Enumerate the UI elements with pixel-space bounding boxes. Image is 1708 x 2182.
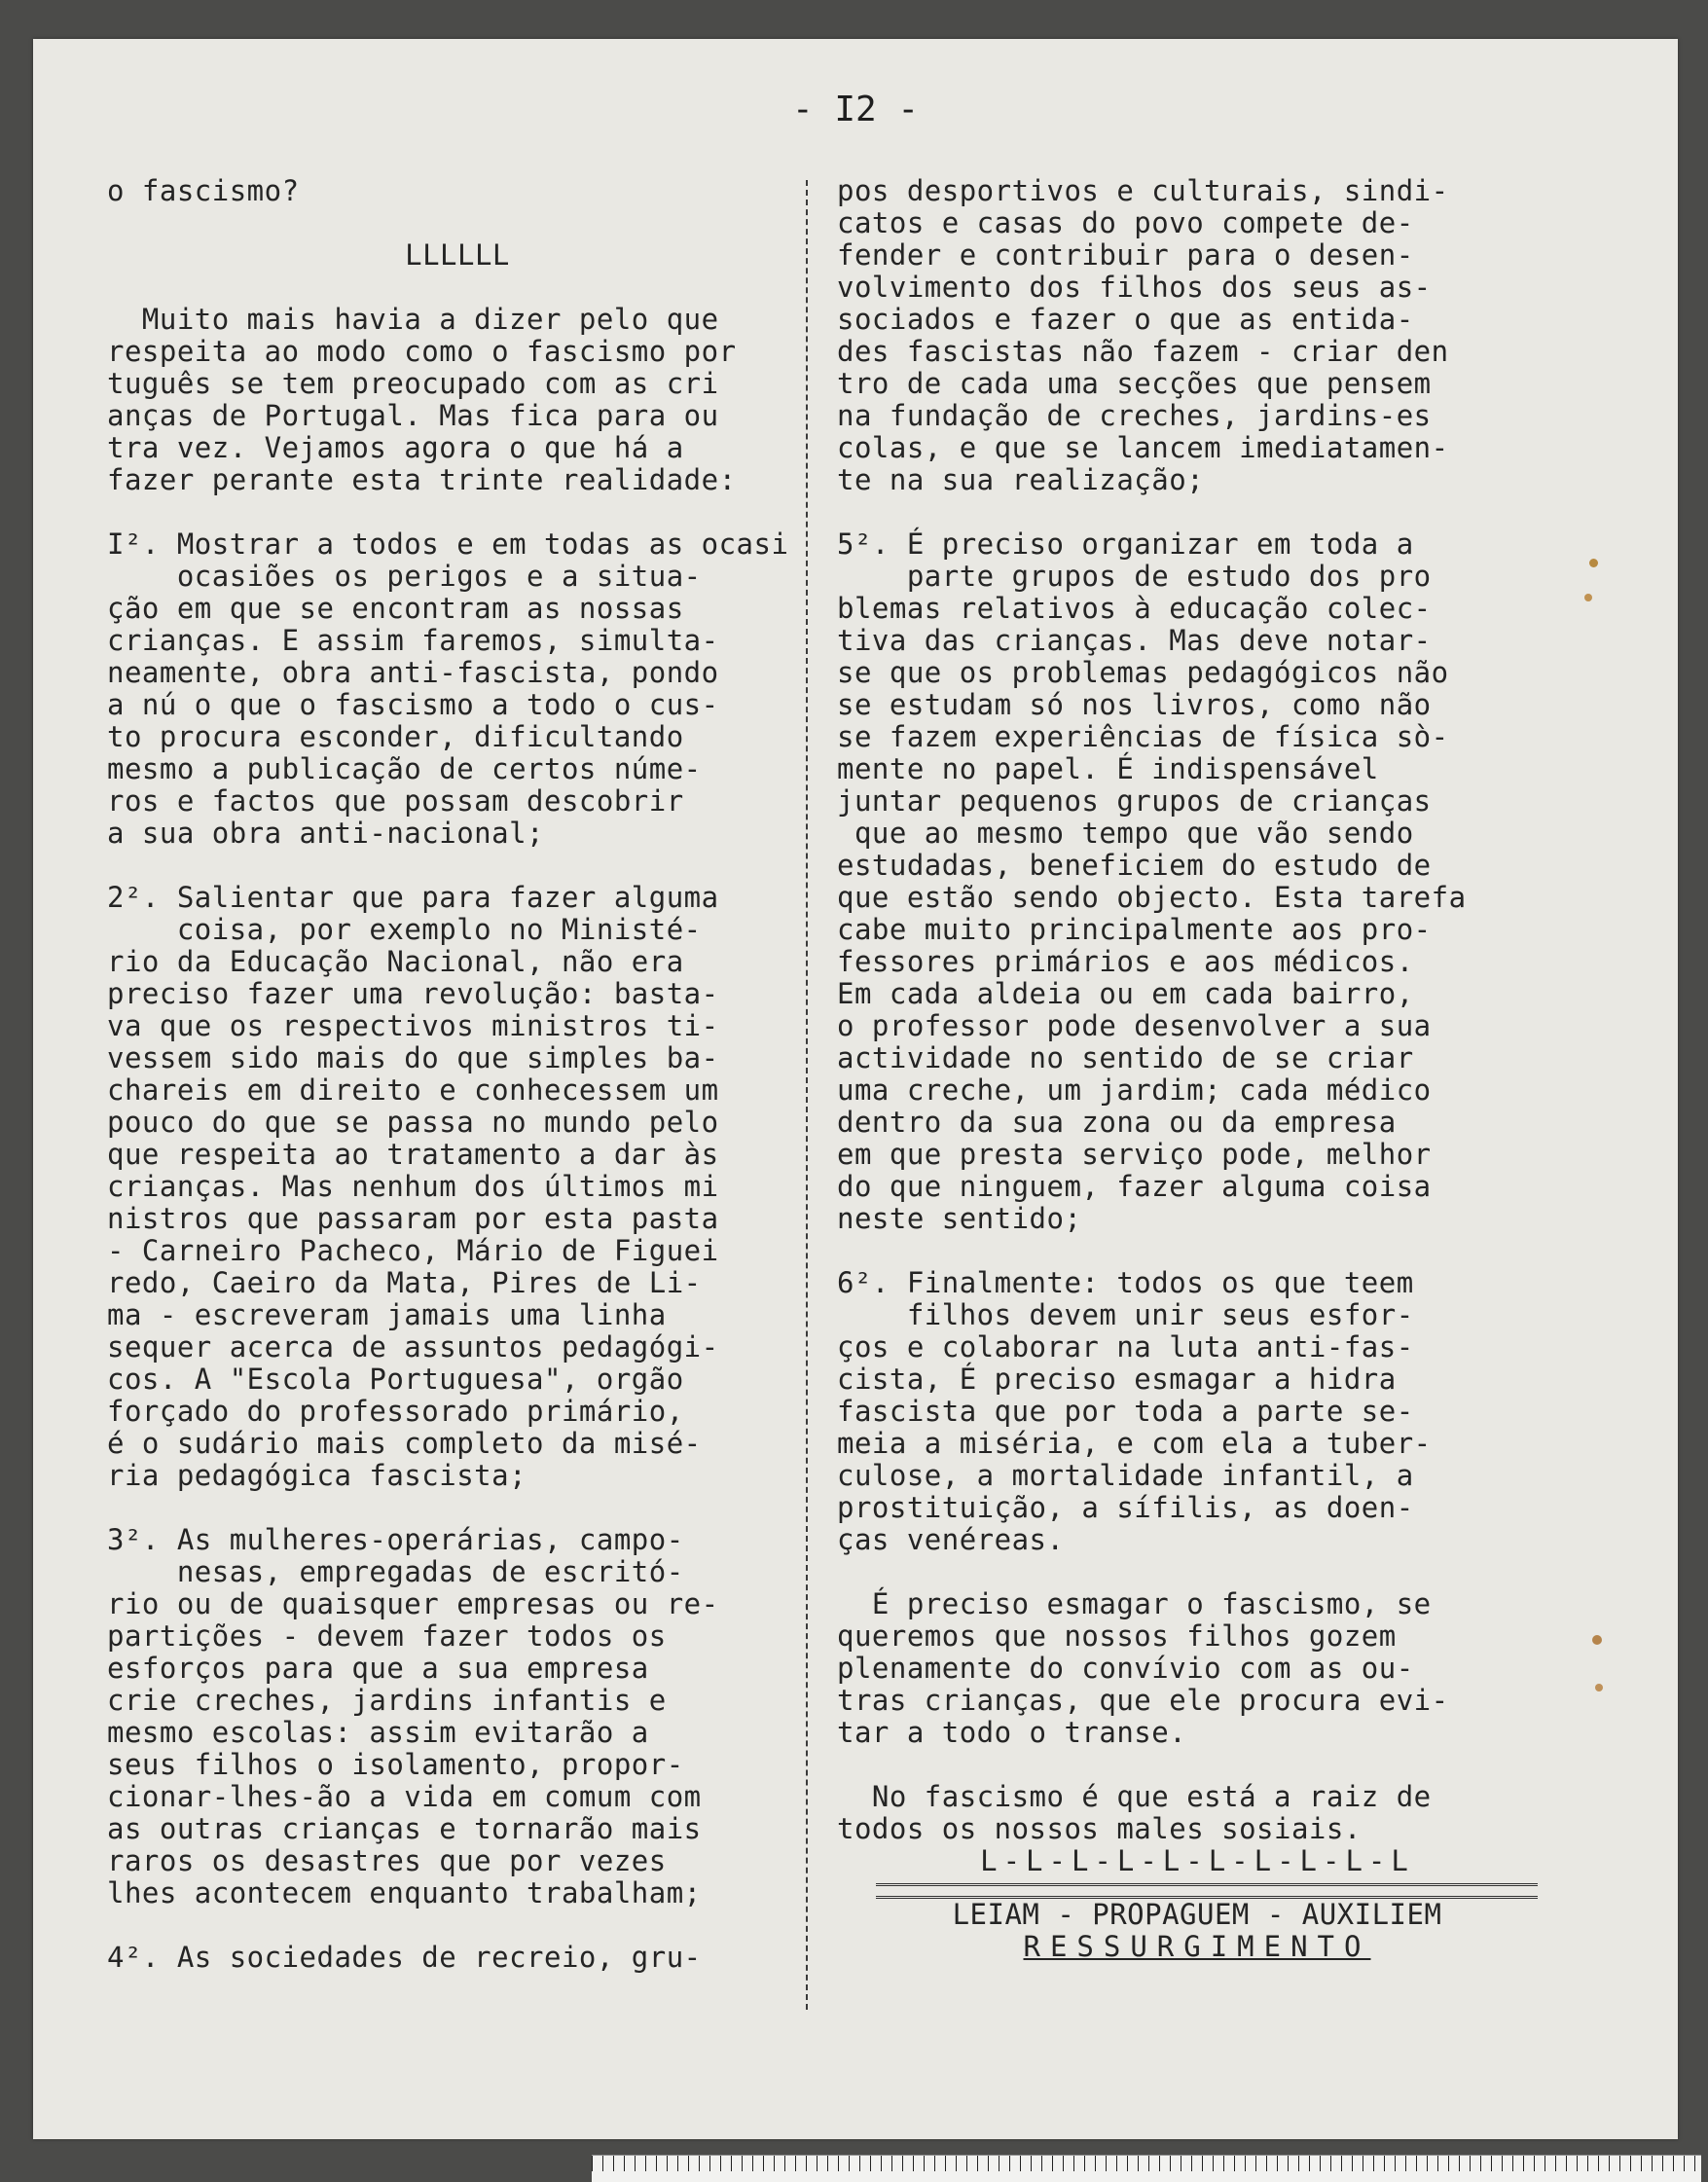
right-column [837,175,1557,1963]
text-block: o fascismo? [107,174,300,207]
foxing-stain [1589,559,1598,567]
typewritten-page [33,39,1678,2139]
closing-paragraph-1: É preciso esmagar o fascismo, se queremos que nossos filhos gozem plenamente do convívio com as ou- tras crianças, que ele procura evi- tar a todo o transe. [837,1587,1449,1749]
foxing-stain [1584,594,1592,601]
point-6: 6². Finalmente: todos os que teem filhos devem unir seus esfor- ços e colaborar na luta anti-fas- cista, É preciso esmagar a hidra fascista que por toda a parte se- meia a miséria, e com ela a tuber- culose, a mortalidade infantil, a prostituição, a sífilis, as doen- ças venéreas. [837,1266,1432,1556]
point-3: 3². As mulheres-operárias, campo- nesas, empregadas de escritó- rio ou de quaisquer empresas ou re- partições - devem fazer todos os esforços para que a sua empresa crie creches, jardins infantis e mesmo escolas: assim evitarão a seus filhos o isolamento, propor- cionar-lhes-ão a vida em comum com as outras crianças e tornarão mais raros os desastres que por vezes lhes acontecem enquanto trabalham; [107,1523,719,1909]
point-2: 2². Salientar que para fazer alguma coisa, por exemplo no Ministé- rio da Educação Nacional, não era preciso fazer uma revolução: basta- va que os respectivos ministros ti- vessem sido mais do que simples ba- chareis em direito e conhecessem um pouco do que se passa no mundo pelo que respeita ao tratamento a dar às crianças. Mas nenhum dos últimos mi nistros que passaram por esta pasta - Carneiro Pacheco, Mário de Figuei redo, Caeiro da Mata, Pires de Li- ma - escreveram jamais uma linha sequer acerca de assuntos pedagógi- cos. A "Escola Portuguesa", orgão forçado do professorado primário, é o sudário mais completo da misé- ria pedagógica fascista; [107,881,719,1492]
intro-paragraph: Muito mais havia a dizer pelo que respeita ao modo como o fascismo por tuguês se tem preocupado com as cri anças de Portugal. Mas fica para ou tra vez. Vejamos agora o que há a fazer perante esta trinte realidade: [107,303,737,496]
point-1: I². Mostrar a todos e em todas as ocasi ocasiões os perigos e a situa- ção em que se encontram as nossas crianças. E assim faremos, simulta- neamente, obra anti-fascista, pondo a nú o que o fascismo a todo o cus- to procura esconder, dificultando mesmo a publicação de certos núme- ros e factos que possam descobrir a sua obra anti-nacional; [107,527,789,850]
section-separator: LLLLLL [405,238,510,272]
scale-ticks [592,2156,1701,2171]
column-divider [806,180,808,2010]
point-5: 5². É preciso organizar em toda a parte grupos de estudo dos pro blemas relativos à educação colec- tiva das crianças. Mas deve notar- se que os problemas pedagógicos não se estudam só nos livros, como não se fazem experiências de física sò- mente no papel. É indispensável juntar pequenos grupos de crianças que ao mesmo tempo que vão sendo estudadas, beneficiem do estudo de que estão sendo objecto. Esta tarefa cabe muito principalmente aos pro- fessores primários e aos médicos. Em cada aldeia ou em cada bairro, o professor pode desenvolver a sua actividade no sentido de se criar uma creche, um jardim; cada médico dentro da sua zona ou da empresa em que presta serviço pode, melhor do que ninguem, fazer alguma coisa neste sentido; [837,527,1467,1235]
separator-line: L-L-L-L-L-L-L-L-L-L [980,1844,1414,1877]
double-rule [876,1883,1538,1899]
left-column [107,175,808,2006]
foxing-stain [1592,1635,1602,1645]
closing-slogan: LEIAM - PROPAGUEM - AUXILIEM [952,1898,1442,1931]
publication-name: RESSURGIMENTO [1023,1930,1371,1963]
foxing-stain [1595,1684,1603,1691]
closing-paragraph-2: No fascismo é que está a raiz de todos os nossos males sosiais. [837,1780,1432,1845]
page-number: - I2 - [791,90,920,129]
point-4-continued: pos desportivos e culturais, sindi- catos e casas do povo compete de- fender e contribuir para o desen- volvimento dos filhos dos seus as- sociados e fazer o que as entida- des fascistas não fazem - criar den tro de cada uma secções que pensem na fundação de creches, jardins-es colas, e que se lancem imediatamen- te na sua realização; [837,174,1449,496]
measurement-scale [592,2155,1701,2182]
point-4-start: 4². As sociedades de recreio, gru- [107,1941,702,1974]
